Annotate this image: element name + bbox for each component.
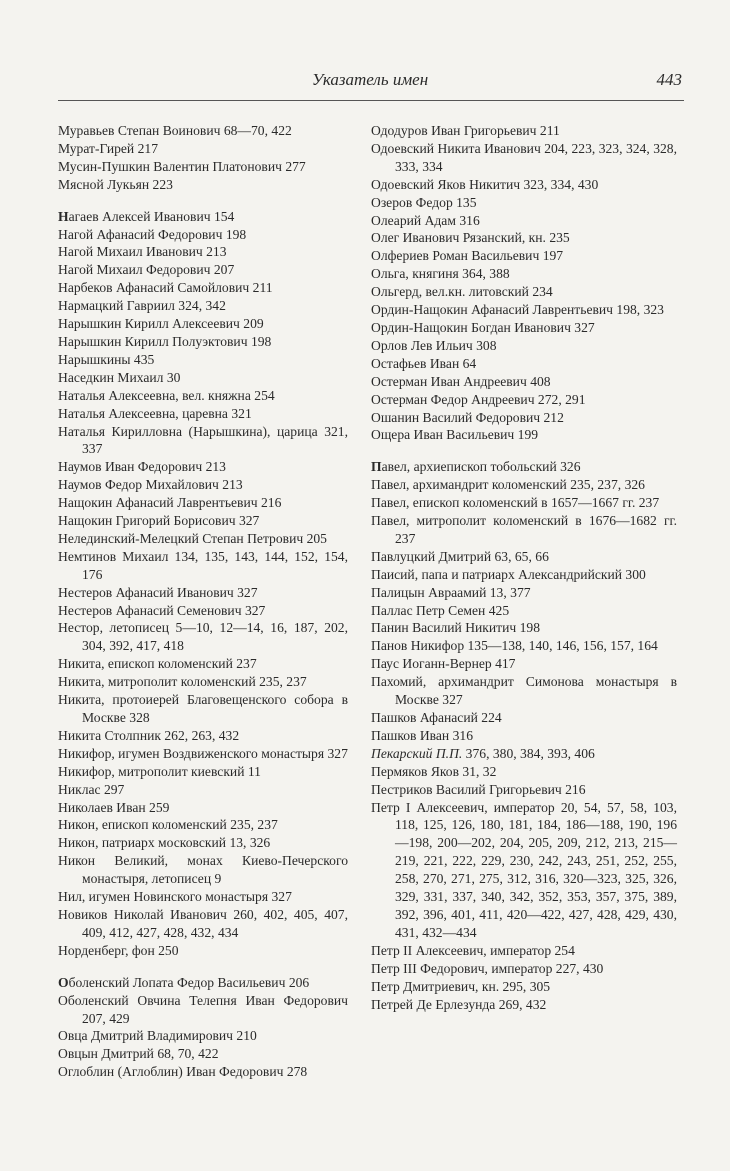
index-entry <box>371 655 677 673</box>
entry-text: Олег Иванович Рязанский, кн. 235 <box>371 230 570 246</box>
entry-text: Олеарий Адам 316 <box>371 212 480 228</box>
entry-text: Оглоблин (Аглоблин) Иван Федорович 278 <box>58 1064 308 1080</box>
entry-text: Мясной Лукьян 223 <box>58 176 173 192</box>
index-entry <box>371 745 677 763</box>
index-entry <box>58 369 348 387</box>
index-entry <box>371 799 677 942</box>
index-entry <box>58 584 348 602</box>
entry-text: Никон, епископ коломенский 235, 237 <box>58 817 278 833</box>
entry-text: Мурат-Гирей 217 <box>58 140 159 156</box>
index-entry <box>371 301 677 319</box>
entry-text: Наталья Кирилловна (Нарышкина), царица 321, 337 <box>58 423 348 457</box>
entry-text: авел, архиепископ тобольский 326 <box>381 459 581 475</box>
entry-text: Паллас Петр Семен 425 <box>371 602 510 618</box>
entry-text: Паус Иоганн-Вернер 417 <box>371 656 516 672</box>
index-entry <box>58 176 348 194</box>
index-entry <box>371 512 677 548</box>
entry-text: Остафьев Иван 64 <box>371 355 477 371</box>
index-entry <box>58 530 348 548</box>
index-entry <box>371 709 677 727</box>
index-entry <box>58 351 348 369</box>
entry-text: Николаев Иван 259 <box>58 799 170 815</box>
entry-text: Нагой Михаил Федорович 207 <box>58 262 235 278</box>
entry-text: Орлов Лев Ильич 308 <box>371 337 497 353</box>
entry-text: Остерман Федор Андреевич 272, 291 <box>371 391 586 407</box>
entry-text: Немтинов Михаил 134, 135, 143, 144, 152, 154, 176 <box>58 548 348 582</box>
entry-text: Озеров Федор 135 <box>371 194 477 210</box>
entry-text: Никифор, митрополит киевский 11 <box>58 763 261 779</box>
entry-text: Нестеров Афанасий Иванович 327 <box>58 584 258 600</box>
index-entry <box>58 297 348 315</box>
section-initial: Н <box>58 208 69 224</box>
entry-text: Петр Дмитриевич, кн. 295, 305 <box>371 978 551 994</box>
index-entry <box>371 319 677 337</box>
entry-text: Нелединский-Мелецкий Степан Петрович 205 <box>58 530 327 546</box>
entry-text: Никита Столпник 262, 263, 432 <box>58 727 240 743</box>
index-entry <box>58 315 348 333</box>
index-entry <box>58 655 348 673</box>
entry-text: Пашков Афанасий 224 <box>371 710 502 725</box>
entry-text: Ощера Иван Васильевич 199 <box>371 427 539 443</box>
index-entry <box>371 996 677 1014</box>
entry-text: Нил, игумен Новинского монастыря 327 <box>58 889 292 905</box>
index-entry <box>371 619 677 637</box>
index-entry <box>371 283 677 301</box>
index-entry <box>58 816 348 834</box>
entry-text: агаев Алексей Иванович 154 <box>68 208 235 224</box>
entry-text: Нащокин Григорий Борисович 327 <box>58 513 260 529</box>
index-entry <box>371 781 677 799</box>
index-entry <box>58 261 348 279</box>
entry-text: Муравьев Степан Воинович 68—70, 422 <box>58 123 292 138</box>
entry-text: Петр III Федорович, император 227, 430 <box>371 960 604 976</box>
index-entry <box>58 781 348 799</box>
index-entry <box>58 122 348 140</box>
index-entry <box>58 799 348 817</box>
index-entry <box>371 265 677 283</box>
entry-text: Наталья Алексеевна, царевна 321 <box>58 405 252 421</box>
index-entry <box>58 691 348 727</box>
index-entry <box>58 1027 348 1045</box>
entry-text: Одоевский Никита Иванович 204, 223, 323, 324, 328, 333, 334 <box>371 140 677 174</box>
entry-text: боленский Лопата Федор Васильевич 206 <box>68 974 310 990</box>
entry-text: Нащокин Афанасий Лаврентьевич 216 <box>58 495 282 511</box>
entry-text: Пермяков Яков 31, 32 <box>371 763 497 779</box>
entry-text: Пестриков Василий Григорьевич 216 <box>371 781 586 797</box>
index-entry <box>371 494 677 512</box>
entry-text: Наталья Алексеевна, вел. княжна 254 <box>58 387 275 403</box>
index-entry <box>58 208 348 226</box>
index-entry <box>371 637 677 655</box>
index-entry <box>58 405 348 423</box>
entry-text: Ольгерд, вел.кн. литовский 234 <box>371 284 553 300</box>
entry-text: Палицын Авраамий 13, 377 <box>371 584 531 600</box>
index-entry <box>371 476 677 494</box>
entry-text: Новиков Николай Иванович 260, 402, 405, 407, 409, 412, 427, 428, 432, 434 <box>58 906 348 940</box>
index-entry <box>58 992 348 1028</box>
index-column-right <box>371 122 677 1013</box>
index-entry <box>371 566 677 584</box>
index-entry <box>371 763 677 781</box>
entry-text: Павел, митрополит коломенский в 1676—1682 гг. 237 <box>371 513 677 546</box>
index-entry <box>58 476 348 494</box>
index-entry <box>371 212 677 230</box>
entry-text: Нармацкий Гавриил 324, 342 <box>58 298 226 314</box>
entry-text: Наседкин Михаил 30 <box>58 369 181 385</box>
entry-text: Пахомий, архимандрит Симонова монастыря в Москве 327 <box>371 674 677 708</box>
entry-text: Нарышкины 435 <box>58 351 155 367</box>
entry-text: Остерман Иван Андреевич 408 <box>371 373 551 389</box>
entry-text: Олфериев Роман Васильевич 197 <box>371 248 564 264</box>
index-entry <box>58 458 348 476</box>
entry-text: Никон, патриарх московский 13, 326 <box>58 835 271 851</box>
entry-text: Никон Великий, монах Киево-Печерского монастыря, летописец 9 <box>58 853 348 887</box>
index-entry <box>58 333 348 351</box>
index-entry <box>371 978 677 996</box>
index-entry <box>371 602 677 620</box>
index-entry <box>371 409 677 427</box>
index-entry <box>371 727 677 745</box>
index-entry <box>371 247 677 265</box>
index-entry <box>371 176 677 194</box>
page-number: 443 <box>656 70 682 89</box>
index-entry <box>58 387 348 405</box>
entry-text: Ододуров Иван Григорьевич 211 <box>371 123 560 138</box>
entry-text: Панин Василий Никитич 198 <box>371 620 541 636</box>
index-entry <box>371 140 677 176</box>
index-entry <box>58 226 348 244</box>
index-entry <box>371 355 677 373</box>
index-entry <box>371 194 677 212</box>
index-column-left <box>58 122 348 1081</box>
index-entry <box>58 423 348 459</box>
entry-text: Никифор, игумен Воздвиженского монастыря 327 <box>58 745 348 761</box>
index-entry <box>58 279 348 297</box>
index-entry <box>58 243 348 261</box>
entry-text: Ошанин Василий Федорович 212 <box>371 409 564 425</box>
entry-text: Нарышкин Кирилл Алексеевич 209 <box>58 316 264 332</box>
entry-text: Никлас 297 <box>58 781 125 797</box>
index-entry <box>58 727 348 745</box>
index-entry <box>371 960 677 978</box>
entry-text: Нагой Афанасий Федорович 198 <box>58 226 247 242</box>
entry-text: Никита, протоиерей Благовещенского собора в Москве 328 <box>58 692 348 725</box>
index-entry <box>58 888 348 906</box>
entry-text: Паисий, папа и патриарх Александрийский 300 <box>371 566 646 582</box>
entry-text: Никита, митрополит коломенский 235, 237 <box>58 674 307 690</box>
entry-text: Оболенский Овчина Телепня Иван Федорович 207, 429 <box>58 992 348 1026</box>
index-entry <box>58 942 348 960</box>
index-entry <box>58 512 348 530</box>
running-header <box>58 70 682 96</box>
index-entry <box>58 852 348 888</box>
index-entry <box>371 373 677 391</box>
index-entry <box>371 942 677 960</box>
entry-text: Нестеров Афанасий Семенович 327 <box>58 602 266 618</box>
index-entry <box>371 337 677 355</box>
index-entry <box>371 673 677 709</box>
index-entry <box>371 391 677 409</box>
entry-text: Наумов Иван Федорович 213 <box>58 459 226 475</box>
index-entry <box>58 906 348 942</box>
entry-text: Нагой Михаил Иванович 213 <box>58 244 227 260</box>
entry-text: Ольга, княгиня 364, 388 <box>371 266 510 282</box>
entry-text: Панов Никифор 135—138, 140, 146, 156, 157, 164 <box>371 638 658 654</box>
header-rule <box>58 100 684 101</box>
index-entry <box>371 229 677 247</box>
entry-text: Никита, епископ коломенский 237 <box>58 656 257 672</box>
section-initial: О <box>58 974 69 990</box>
entry-text: Петр I Алексеевич, император 20, 54, 57, 58, 103, 118, 125, 126, 180, 181, 184, 186—188, 190, 196—198, 200—202, 204, 205, 209, 212, 213, 215—219, 221, 222, 229, 230, 242, 243, 251, 252, 255, 258, 270, 271, 275, 312, 316, 320—323, 325, 326, 329, 331, 337, 340, 342, 352, 353, 357, 375, 389, 392, 396, 401, 411, 420—422, 427, 428, 429, 430, 431, 432—434 <box>371 799 677 940</box>
index-entry <box>58 548 348 584</box>
index-entry <box>371 426 677 444</box>
index-entry <box>58 834 348 852</box>
entry-text: Овца Дмитрий Владимирович 210 <box>58 1028 257 1044</box>
index-entry <box>58 619 348 655</box>
index-entry <box>58 763 348 781</box>
entry-text: Нарбеков Афанасий Самойлович 211 <box>58 280 273 296</box>
entry-text: Одоевский Яков Никитич 323, 334, 430 <box>371 176 599 192</box>
entry-text: Павел, епископ коломенский в 1657—1667 гг. 237 <box>371 495 660 511</box>
index-entry <box>58 974 348 992</box>
entry-text: Петр II Алексеевич, император 254 <box>371 942 575 958</box>
section-initial: П <box>371 459 382 475</box>
index-entry <box>58 494 348 512</box>
entry-text: Павлуцкий Дмитрий 63, 65, 66 <box>371 548 549 564</box>
entry-text: Ордин-Нащокин Богдан Иванович 327 <box>371 319 595 335</box>
index-entry <box>371 122 677 140</box>
running-title: Указатель имен <box>311 70 429 89</box>
entry-text: Норденберг, фон 250 <box>58 942 179 958</box>
index-entry <box>58 602 348 620</box>
index-entry <box>58 1045 348 1063</box>
entry-text: Ордин-Нащокин Афанасий Лаврентьевич 198, 323 <box>371 302 664 318</box>
entry-text: Наумов Федор Михайлович 213 <box>58 477 243 493</box>
entry-text: Нарышкин Кирилл Полуэктович 198 <box>58 333 272 349</box>
entry-text: Пашков Иван 316 <box>371 727 473 743</box>
index-entry <box>58 673 348 691</box>
entry-text: Петрей Де Ерлезунда 269, 432 <box>371 996 547 1012</box>
index-entry <box>58 158 348 176</box>
index-entry <box>371 548 677 566</box>
index-entry <box>371 584 677 602</box>
entry-text: Павел, архимандрит коломенский 235, 237, 326 <box>371 477 645 493</box>
entry-text: Овцын Дмитрий 68, 70, 422 <box>58 1046 219 1062</box>
index-entry <box>58 140 348 158</box>
entry-name-italic: Пекарский П.П. <box>371 745 463 761</box>
index-entry <box>58 745 348 763</box>
entry-text: Нестор, летописец 5—10, 12—14, 16, 187, 202, 304, 392, 417, 418 <box>58 620 348 654</box>
entry-text: Мусин-Пушкин Валентин Платонович 277 <box>58 158 306 174</box>
index-entry <box>371 458 677 476</box>
index-entry <box>58 1063 348 1081</box>
entry-text: 376, 380, 384, 393, 406 <box>462 745 595 761</box>
